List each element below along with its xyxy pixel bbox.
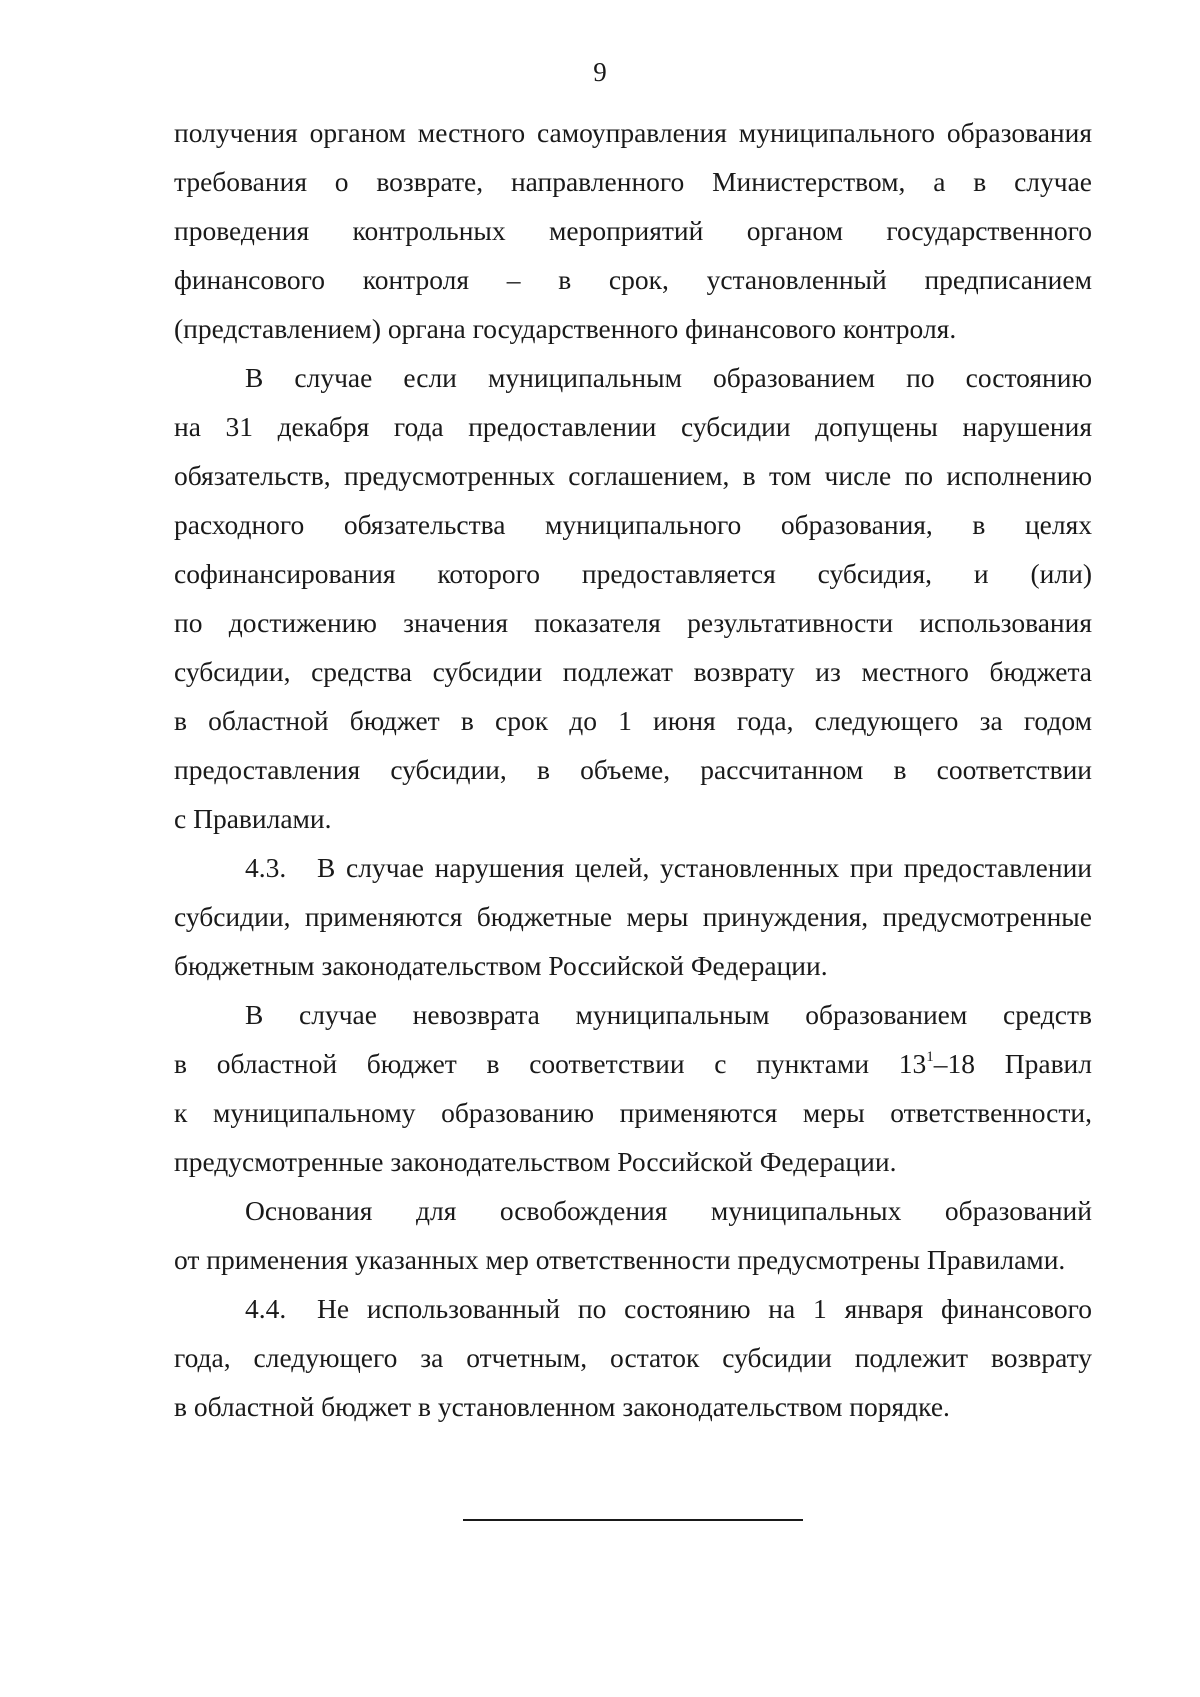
clause-number: 4.4. xyxy=(245,1293,287,1324)
paragraph-2 xyxy=(174,353,1092,843)
end-of-document-rule xyxy=(463,1519,803,1521)
text-line: получения органом местного самоуправления муниципального образования xyxy=(174,117,1092,148)
text-line: обязательств, предусмотренных соглашением, в том числе по исполнению xyxy=(174,460,1092,491)
text-line: (представлением) органа государственного финансового контроля. xyxy=(174,313,957,344)
clause-text: В случае нарушения целей, установленных при предоставлении xyxy=(317,852,1092,883)
paragraph-4-4 xyxy=(174,1284,1092,1431)
text-line xyxy=(174,1284,1092,1333)
text-line: проведения контрольных мероприятий органом государственного xyxy=(174,215,1092,246)
text-line: от применения указанных мер ответственности предусмотрены Правилами. xyxy=(174,1244,1066,1275)
text-line: софинансирования которого предоставляется субсидия, и (или) xyxy=(174,558,1092,589)
text-line: субсидии, средства субсидии подлежат возврату из местного бюджета xyxy=(174,656,1092,687)
text-line: В случае невозврата муниципальным образованием средств xyxy=(245,999,1092,1030)
paragraph-4 xyxy=(174,990,1092,1186)
line-text: –18 Правил xyxy=(933,1048,1092,1079)
document-body xyxy=(174,108,1092,1431)
page-number: 9 xyxy=(593,57,607,87)
paragraph-1 xyxy=(174,108,1092,353)
text-line: предоставления субсидии, в объеме, рассчитанном в соответствии xyxy=(174,754,1092,785)
text-line: с Правилами. xyxy=(174,803,332,834)
text-line xyxy=(174,1039,1092,1088)
text-line: бюджетным законодательством Российской Федерации. xyxy=(174,950,828,981)
text-line: в областной бюджет в установленном законодательством порядке. xyxy=(174,1391,950,1422)
text-line: в областной бюджет в срок до 1 июня года, следующего за годом xyxy=(174,705,1092,736)
text-line: Основания для освобождения муниципальных образований xyxy=(245,1195,1092,1226)
text-line: расходного обязательства муниципального образования, в целях xyxy=(174,509,1092,540)
text-line: года, следующего за отчетным, остаток субсидии подлежит возврату xyxy=(174,1342,1092,1373)
line-text: в областной бюджет в соответствии с пунктами 13 xyxy=(174,1048,927,1079)
text-line: к муниципальному образованию применяются меры ответственности, xyxy=(174,1097,1092,1128)
text-line xyxy=(174,843,1092,892)
clause-number: 4.3. xyxy=(245,852,287,883)
text-line: по достижению значения показателя результативности использования xyxy=(174,607,1092,638)
paragraph-4-3 xyxy=(174,843,1092,990)
text-line: требования о возврате, направленного Министерством, а в случае xyxy=(174,166,1092,197)
text-line: финансового контроля – в срок, установленный предписанием xyxy=(174,264,1092,295)
text-line: предусмотренные законодательством Российской Федерации. xyxy=(174,1146,897,1177)
superscript: 1 xyxy=(926,1048,934,1065)
text-line: субсидии, применяются бюджетные меры принуждения, предусмотренные xyxy=(174,901,1092,932)
paragraph-5 xyxy=(174,1186,1092,1284)
text-line: В случае если муниципальным образованием по состоянию xyxy=(245,362,1092,393)
text-line: на 31 декабря года предоставлении субсидии допущены нарушения xyxy=(174,411,1092,442)
clause-text: Не использованный по состоянию на 1 января финансового xyxy=(317,1293,1092,1324)
